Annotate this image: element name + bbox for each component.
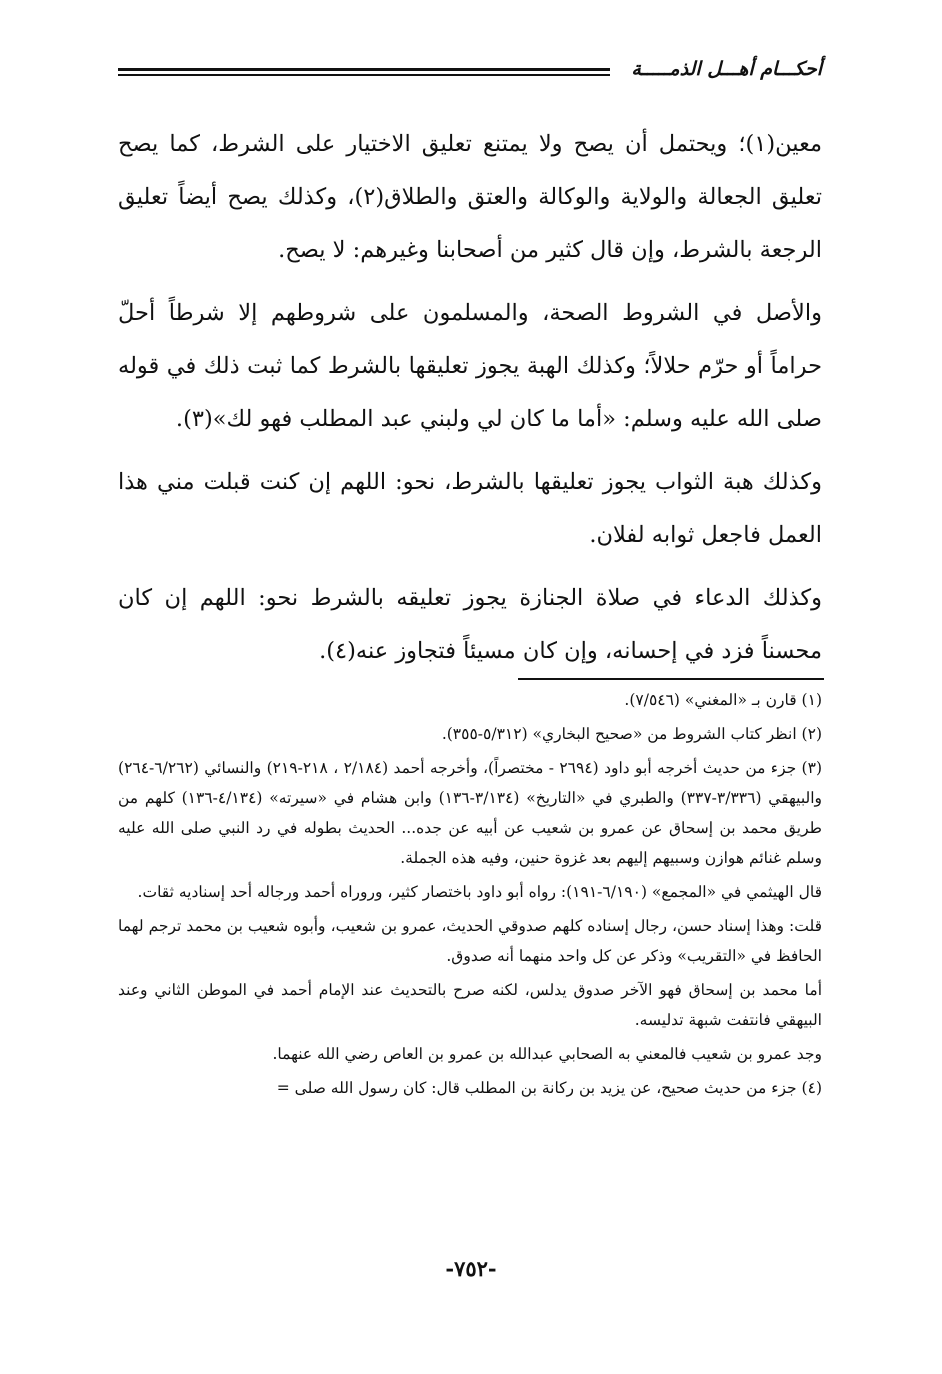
footnote: (٢) انظر كتاب الشروط من «صحيح البخاري» (٥/٣١٢-٣٥٥). [441, 725, 822, 743]
footnote: أما محمد بن إسحاق فهو الآخر صدوق يدلس، لكنه صرح بالتحديث عند الإمام أحمد في الموطن الثاني وعند البيهقي فانتفت شبهة تدليسه. [118, 981, 822, 1029]
header-double-rule [118, 68, 610, 76]
footnote: قلت: وهذا إسناد حسن، رجال إسناده كلهم صدوقي الحديث، عمرو بن شعيب، وأبوه شعيب بن محمد ترجم لهما الحافظ في «التقريب» وذكر عن كل واحد منهما أنه صدوق. [118, 917, 822, 965]
page-number: -٧٥٢- [445, 1256, 497, 1281]
running-header-title: أحكـــام أهـــل الذمـــــة [631, 58, 822, 80]
footnote: (١) قارن بـ «المغني» (٧/٥٤٦). [624, 691, 822, 709]
footnote: (٣) جزء من حديث أخرجه أبو داود (٢٦٩٤ - مختصراً)، وأخرجه أحمد (٢/١٨٤ ، ٢١٨-٢١٩) والنسائي (٦/٢٦٢-٢٦٤) والبيهقي (٣/٣٣٦-٣٣٧) والطبري في «التاريخ» (٣/١٣٤-١٣٦) وابن هشام في «سيرته» (٤/١٣٤-١٣٦) كلهم من طريق محمد بن إسحاق عن عمرو بن شعيب عن أبيه عن جده... الحديث بطوله في رد النبي صلى الله عليه وسلم غنائم هوازن وسبيهم إليهم بعد غزوة حنين، وفيه هذه الجملة. [118, 759, 823, 867]
footnote: وجد عمرو بن شعيب فالمعني به الصحابي عبدالله بن عمرو بن العاص رضي الله عنهما. [272, 1045, 822, 1063]
body-paragraph: وكذلك هبة الثواب يجوز تعليقها بالشرط، نحو: اللهم إن كنت قبلت مني هذا العمل فاجعل ثوابه لفلان. [118, 469, 822, 548]
footnote: قال الهيثمي في «المجمع» (٦/١٩٠-١٩١): رواه أبو داود باختصار كثير، وروراه أحمد ورجاله أحد إسناديه ثقات. [137, 883, 822, 901]
body-paragraph: والأصل في الشروط الصحة، والمسلمون على شروطهم إلا شرطاً أحلّ حراماً أو حرّم حلالاً؛ وكذلك الهبة يجوز تعليقها بالشرط كما ثبت ذلك في قوله صلى الله عليه وسلم: «أما ما كان لي ولبني عبد المطلب فهو لك»(٣). [118, 300, 822, 432]
footnote: (٤) جزء من حديث صحيح، عن يزيد بن ركانة بن المطلب قال: كان رسول الله صلى = [276, 1079, 822, 1097]
body-paragraph: وكذلك الدعاء في صلاة الجنازة يجوز تعليقه بالشرط نحو: اللهم إن كان محسناً فزد في إحسانه، وإن كان مسيئاً فتجاوز عنه(٤). [118, 585, 822, 664]
running-header [118, 56, 822, 90]
body-paragraph: معين(١)؛ ويحتمل أن يصح ولا يمتنع تعليق الاختيار على الشرط، كما يصح تعليق الجعالة والولاية والوكالة والعتق والطلاق(٢)، وكذلك يصح أيضاً تعليق الرجعة بالشرط، وإن قال كثير من أصحابنا وغيرهم: لا يصح. [118, 131, 822, 263]
footnote-separator [518, 678, 824, 680]
main-text [118, 118, 822, 688]
footnotes [118, 685, 822, 1107]
